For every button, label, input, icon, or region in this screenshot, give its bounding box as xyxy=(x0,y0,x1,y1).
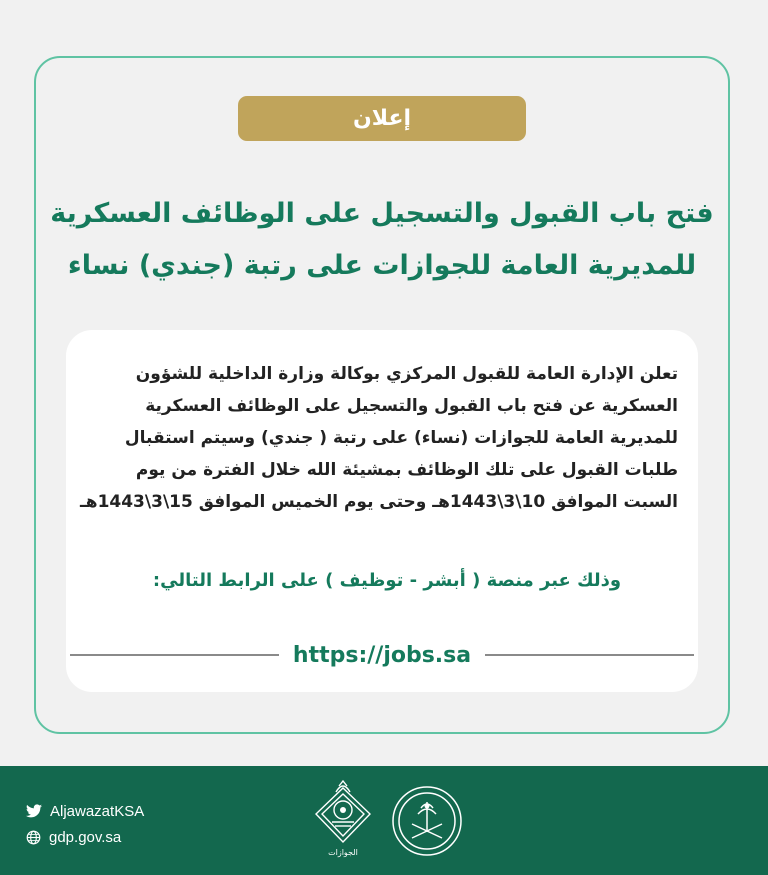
headline xyxy=(50,188,714,292)
emblem-label: الجوازات xyxy=(328,848,358,857)
website-row[interactable] xyxy=(26,824,144,850)
body-line: للمديرية العامة للجوازات (نساء) على رتبة ( جندي) وسيتم استقبال xyxy=(124,428,678,448)
body-line: تعلن الإدارة العامة للقبول المركزي بوكالة وزارة الداخلية للشؤون xyxy=(135,364,678,384)
platform-text: وذلك عبر منصة ( أبشر - توظيف ) على الرابط التالي: xyxy=(152,570,622,591)
headline-line-2: للمديرية العامة للجوازات على رتبة (جندي) نساء xyxy=(67,250,697,281)
twitter-handle: AljawazatKSA xyxy=(50,802,145,820)
announcement-body xyxy=(79,358,678,518)
headline-line-1: فتح باب القبول والتسجيل على الوظائف العسكرية xyxy=(50,198,714,229)
body-line: العسكرية عن فتح باب القبول والتسجيل على الوظائف العسكرية xyxy=(145,396,678,416)
divider-right xyxy=(485,654,694,656)
body-line: السبت الموافق 10\3\1443هـ وحتى يوم الخميس الموافق 15\3\1443هـ xyxy=(79,492,678,512)
twitter-row[interactable] xyxy=(26,798,144,824)
link-row xyxy=(66,640,698,670)
twitter-icon xyxy=(26,804,42,818)
body-line: طلبات القبول على تلك الوظائف بمشيئة الله خلال الفترة من يوم xyxy=(135,460,678,480)
announcement-badge: إعلان xyxy=(238,96,526,141)
social-links xyxy=(26,798,144,850)
jawazat-emblem xyxy=(308,778,378,858)
jobs-link[interactable]: https://jobs.sa xyxy=(292,642,472,668)
website-url: gdp.gov.sa xyxy=(49,828,122,846)
saudi-emblem xyxy=(390,784,464,858)
divider-left xyxy=(70,654,279,656)
globe-icon xyxy=(26,830,41,845)
